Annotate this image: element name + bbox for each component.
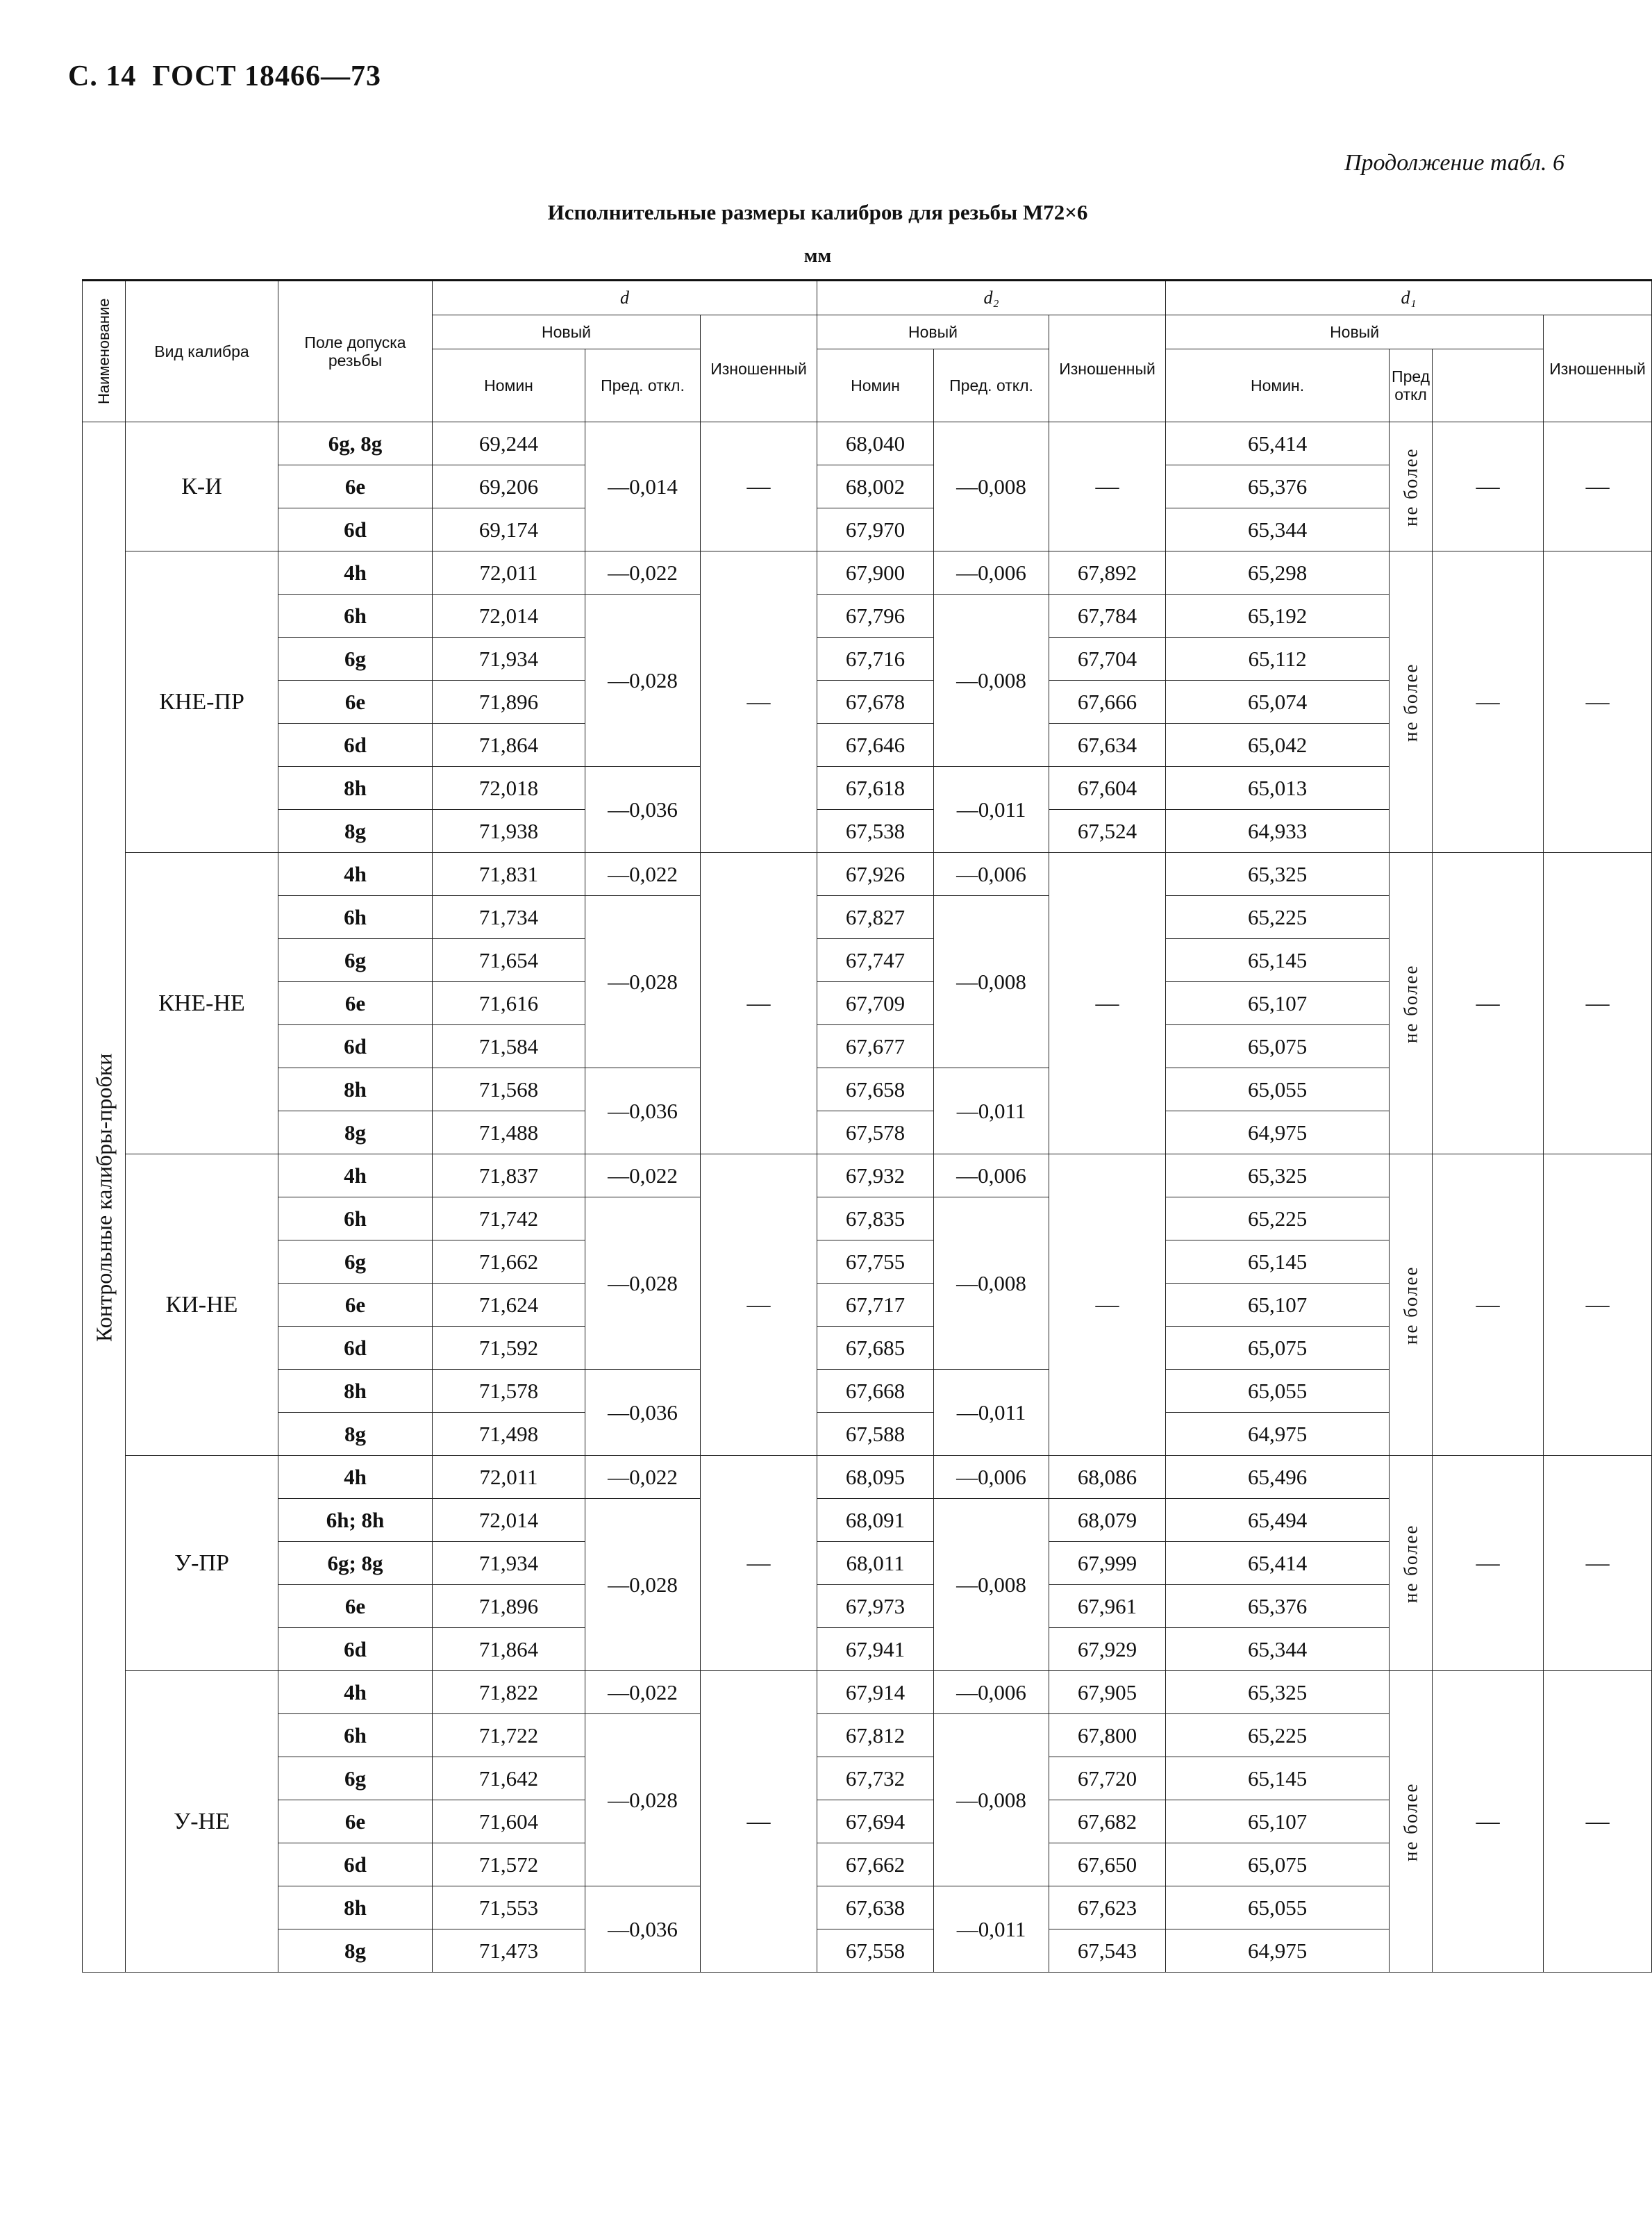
header-d-pred: Пред. откл.	[585, 349, 701, 422]
d2-worn: 67,650	[1049, 1843, 1166, 1886]
gauge-name: У-ПР	[126, 1456, 278, 1671]
tolerance-field: 6g	[278, 939, 433, 982]
d-nominal: 71,616	[433, 982, 585, 1025]
d1-deviation: —	[1433, 1671, 1544, 1973]
d1-nominal: 65,494	[1166, 1499, 1390, 1542]
header-d-worn: Изношенный	[701, 315, 817, 422]
d2-deviation: —0,008	[934, 422, 1049, 551]
d1-worn: —	[1544, 1456, 1652, 1671]
d2-deviation: —0,006	[934, 853, 1049, 896]
d-nominal: 69,206	[433, 465, 585, 508]
d1-nominal: 65,414	[1166, 422, 1390, 465]
tolerance-field: 8g	[278, 1929, 433, 1973]
d2-nominal: 67,812	[817, 1714, 934, 1757]
d2-worn: 67,784	[1049, 595, 1166, 638]
d2-deviation: —0,011	[934, 1886, 1049, 1973]
d2-nominal: 67,685	[817, 1327, 934, 1370]
tolerance-field: 6e	[278, 681, 433, 724]
d-nominal: 69,174	[433, 508, 585, 551]
tolerance-field: 6e	[278, 465, 433, 508]
d2-nominal: 67,941	[817, 1628, 934, 1671]
tolerance-field: 4h	[278, 853, 433, 896]
header-d1: d₁	[1166, 281, 1652, 315]
d1-nominal: 65,075	[1166, 1843, 1390, 1886]
tolerance-field: 6e	[278, 1800, 433, 1843]
d1-nominal: 64,975	[1166, 1111, 1390, 1154]
d1-nominal: 65,055	[1166, 1886, 1390, 1929]
d-nominal: 71,592	[433, 1327, 585, 1370]
tolerance-field: 6g	[278, 1757, 433, 1800]
header-d1-new: Новый	[1166, 315, 1544, 349]
d1-ne-bolee: не более	[1390, 1154, 1433, 1456]
d2-worn: —	[1049, 1154, 1166, 1456]
page-number: С. 14	[68, 60, 137, 92]
d-deviation: —0,036	[585, 767, 701, 853]
header-d2-new: Новый	[817, 315, 1049, 349]
d2-nominal: 67,638	[817, 1886, 934, 1929]
d2-worn: 67,929	[1049, 1628, 1166, 1671]
d2-deviation: —0,006	[934, 1154, 1049, 1197]
d-nominal: 71,822	[433, 1671, 585, 1714]
d-nominal: 72,011	[433, 551, 585, 595]
header-d-nomin: Номин	[433, 349, 585, 422]
header-pole: Поле допуска резьбы	[278, 281, 433, 422]
gauge-name: КНЕ-ПР	[126, 551, 278, 853]
d-nominal: 71,662	[433, 1240, 585, 1284]
d2-nominal: 68,011	[817, 1542, 934, 1585]
d-worn: —	[701, 551, 817, 853]
d-nominal: 71,654	[433, 939, 585, 982]
d2-worn: 67,720	[1049, 1757, 1166, 1800]
d2-nominal: 67,658	[817, 1068, 934, 1111]
d1-ne-bolee: не более	[1390, 1456, 1433, 1671]
d2-deviation: —0,011	[934, 1068, 1049, 1154]
standard-number: ГОСТ 18466—73	[152, 60, 382, 92]
d2-worn: 67,961	[1049, 1585, 1166, 1628]
d2-nominal: 67,578	[817, 1111, 934, 1154]
tolerance-field: 6d	[278, 1025, 433, 1068]
d-worn: —	[701, 422, 817, 551]
tolerance-field: 6h	[278, 1714, 433, 1757]
d-nominal: 71,864	[433, 1628, 585, 1671]
d2-worn: 68,086	[1049, 1456, 1166, 1499]
tolerance-field: 4h	[278, 1671, 433, 1714]
d2-nominal: 67,835	[817, 1197, 934, 1240]
gauge-name: КИ-НЕ	[126, 1154, 278, 1456]
d2-deviation: —0,006	[934, 551, 1049, 595]
d1-nominal: 65,496	[1166, 1456, 1390, 1499]
table-row	[83, 1154, 1652, 1197]
header-vid: Вид калибра	[126, 281, 278, 422]
d2-worn: 67,634	[1049, 724, 1166, 767]
d-deviation: —0,022	[585, 1154, 701, 1197]
tolerance-field: 8g	[278, 1111, 433, 1154]
d1-nominal: 65,414	[1166, 1542, 1390, 1585]
d1-nominal: 65,055	[1166, 1068, 1390, 1111]
d2-worn: —	[1049, 853, 1166, 1154]
tolerance-field: 6h; 8h	[278, 1499, 433, 1542]
d2-nominal: 68,040	[817, 422, 934, 465]
d1-deviation: —	[1433, 551, 1544, 853]
d-nominal: 71,624	[433, 1284, 585, 1327]
d1-deviation: —	[1433, 422, 1544, 551]
d2-nominal: 67,588	[817, 1413, 934, 1456]
d1-nominal: 65,075	[1166, 1025, 1390, 1068]
d2-worn: 67,892	[1049, 551, 1166, 595]
d2-worn: 67,604	[1049, 767, 1166, 810]
d2-nominal: 67,716	[817, 638, 934, 681]
d2-worn: 67,800	[1049, 1714, 1166, 1757]
d2-worn: 67,623	[1049, 1886, 1166, 1929]
d1-nominal: 65,225	[1166, 1197, 1390, 1240]
table-body	[83, 422, 1652, 1973]
header-d2: d₂	[817, 281, 1166, 315]
table-row	[83, 1671, 1652, 1714]
d-nominal: 71,498	[433, 1413, 585, 1456]
d1-nominal: 65,145	[1166, 1240, 1390, 1284]
header-d1-nomin: Номин.	[1166, 349, 1390, 422]
d2-nominal: 67,827	[817, 896, 934, 939]
d2-nominal: 67,558	[817, 1929, 934, 1973]
d2-nominal: 67,646	[817, 724, 934, 767]
d2-worn: 67,682	[1049, 1800, 1166, 1843]
category-label: Контрольные калибры-пробки	[83, 422, 126, 1973]
d1-nominal: 65,325	[1166, 853, 1390, 896]
tolerance-field: 6g, 8g	[278, 422, 433, 465]
d-deviation: —0,028	[585, 1714, 701, 1886]
d2-worn: —	[1049, 422, 1166, 551]
d2-nominal: 67,747	[817, 939, 934, 982]
tolerance-field: 6d	[278, 508, 433, 551]
d1-deviation: —	[1433, 1154, 1544, 1456]
tolerance-field: 6g; 8g	[278, 1542, 433, 1585]
gauge-dimensions-table	[82, 279, 1652, 1973]
d2-nominal: 67,662	[817, 1843, 934, 1886]
tolerance-field: 6e	[278, 1284, 433, 1327]
d2-deviation: —0,006	[934, 1671, 1049, 1714]
d-nominal: 72,011	[433, 1456, 585, 1499]
d-nominal: 72,018	[433, 767, 585, 810]
d2-nominal: 67,926	[817, 853, 934, 896]
d-deviation: —0,028	[585, 595, 701, 767]
d-nominal: 71,584	[433, 1025, 585, 1068]
tolerance-field: 6d	[278, 1327, 433, 1370]
d1-nominal: 65,376	[1166, 1585, 1390, 1628]
d-worn: —	[701, 853, 817, 1154]
d2-nominal: 67,668	[817, 1370, 934, 1413]
d2-deviation: —0,011	[934, 767, 1049, 853]
d-deviation: —0,028	[585, 1499, 701, 1671]
d-nominal: 71,864	[433, 724, 585, 767]
d2-deviation: —0,008	[934, 896, 1049, 1068]
tolerance-field: 8h	[278, 1068, 433, 1111]
d1-ne-bolee: не более	[1390, 551, 1433, 853]
d1-worn: —	[1544, 1671, 1652, 1973]
d2-nominal: 67,932	[817, 1154, 934, 1197]
d1-nominal: 65,075	[1166, 1327, 1390, 1370]
tolerance-field: 6g	[278, 638, 433, 681]
table-row	[83, 422, 1652, 465]
tolerance-field: 6d	[278, 724, 433, 767]
d2-worn: 67,905	[1049, 1671, 1166, 1714]
tolerance-field: 6d	[278, 1843, 433, 1886]
d2-deviation: —0,008	[934, 1714, 1049, 1886]
tolerance-field: 6h	[278, 595, 433, 638]
d1-worn: —	[1544, 1154, 1652, 1456]
d2-nominal: 67,973	[817, 1585, 934, 1628]
d1-nominal: 65,107	[1166, 982, 1390, 1025]
gauge-name: К-И	[126, 422, 278, 551]
header-d2-worn: Изношенный	[1049, 315, 1166, 422]
d-deviation: —0,028	[585, 1197, 701, 1370]
d1-nominal: 65,107	[1166, 1284, 1390, 1327]
d2-worn: 68,079	[1049, 1499, 1166, 1542]
d-nominal: 71,831	[433, 853, 585, 896]
tolerance-field: 8h	[278, 1886, 433, 1929]
d-deviation: —0,036	[585, 1068, 701, 1154]
d2-deviation: —0,008	[934, 1197, 1049, 1370]
d1-deviation: —	[1433, 853, 1544, 1154]
d2-nominal: 67,755	[817, 1240, 934, 1284]
d1-nominal: 65,325	[1166, 1671, 1390, 1714]
d1-nominal: 65,074	[1166, 681, 1390, 724]
tolerance-field: 6e	[278, 1585, 433, 1628]
d2-nominal: 67,694	[817, 1800, 934, 1843]
d-nominal: 71,572	[433, 1843, 585, 1886]
d2-nominal: 67,914	[817, 1671, 934, 1714]
d-deviation: —0,022	[585, 1671, 701, 1714]
d-deviation: —0,036	[585, 1886, 701, 1973]
d1-deviation: —	[1433, 1456, 1544, 1671]
table-unit: мм	[803, 244, 832, 267]
d1-ne-bolee: не более	[1390, 853, 1433, 1154]
d-nominal: 71,473	[433, 1929, 585, 1973]
d2-worn: 67,666	[1049, 681, 1166, 724]
d2-nominal: 67,970	[817, 508, 934, 551]
table-continuation-note: Продолжение табл. 6	[1344, 150, 1565, 176]
d-worn: —	[701, 1671, 817, 1973]
d-nominal: 72,014	[433, 1499, 585, 1542]
d-nominal: 71,604	[433, 1800, 585, 1843]
d-nominal: 71,896	[433, 681, 585, 724]
d2-deviation: —0,006	[934, 1456, 1049, 1499]
tolerance-field: 4h	[278, 551, 433, 595]
tolerance-field: 8g	[278, 810, 433, 853]
d2-nominal: 67,538	[817, 810, 934, 853]
d1-nominal: 65,192	[1166, 595, 1390, 638]
d1-nominal: 65,107	[1166, 1800, 1390, 1843]
d-nominal: 71,934	[433, 638, 585, 681]
tolerance-field: 6h	[278, 896, 433, 939]
d1-nominal: 65,225	[1166, 1714, 1390, 1757]
d-nominal: 71,934	[433, 1542, 585, 1585]
d2-worn: 67,543	[1049, 1929, 1166, 1973]
d-nominal: 71,578	[433, 1370, 585, 1413]
d1-nominal: 65,376	[1166, 465, 1390, 508]
d2-nominal: 67,900	[817, 551, 934, 595]
table-row	[83, 1456, 1652, 1499]
d-deviation: —0,036	[585, 1370, 701, 1456]
page-header	[68, 60, 381, 93]
d2-worn: 67,999	[1049, 1542, 1166, 1585]
tolerance-field: 6h	[278, 1197, 433, 1240]
d1-nominal: 65,225	[1166, 896, 1390, 939]
d-deviation: —0,022	[585, 551, 701, 595]
d1-nominal: 65,055	[1166, 1370, 1390, 1413]
d-deviation: —0,022	[585, 853, 701, 896]
table-row	[83, 853, 1652, 896]
header-d1-worn: Изношенный	[1544, 315, 1652, 422]
d-nominal: 71,568	[433, 1068, 585, 1111]
d-nominal: 71,553	[433, 1886, 585, 1929]
d1-worn: —	[1544, 853, 1652, 1154]
d1-nominal: 65,344	[1166, 508, 1390, 551]
d2-nominal: 67,618	[817, 767, 934, 810]
header-d2-nomin: Номин	[817, 349, 934, 422]
d1-ne-bolee: не более	[1390, 422, 1433, 551]
d-nominal: 71,488	[433, 1111, 585, 1154]
header-d-new: Новый	[433, 315, 701, 349]
table-row	[83, 551, 1652, 595]
d2-nominal: 67,709	[817, 982, 934, 1025]
tolerance-field: 8h	[278, 1370, 433, 1413]
d2-deviation: —0,008	[934, 1499, 1049, 1671]
d-nominal: 71,837	[433, 1154, 585, 1197]
d2-nominal: 67,796	[817, 595, 934, 638]
d1-nominal: 65,325	[1166, 1154, 1390, 1197]
d-deviation: —0,014	[585, 422, 701, 551]
d2-worn: 67,524	[1049, 810, 1166, 853]
d-nominal: 72,014	[433, 595, 585, 638]
d1-worn: —	[1544, 422, 1652, 551]
d-nominal: 71,742	[433, 1197, 585, 1240]
d-nominal: 71,938	[433, 810, 585, 853]
gauge-name: У-НЕ	[126, 1671, 278, 1973]
d2-deviation: —0,011	[934, 1370, 1049, 1456]
gauge-name: КНЕ-НЕ	[126, 853, 278, 1154]
d2-nominal: 67,717	[817, 1284, 934, 1327]
d1-nominal: 65,112	[1166, 638, 1390, 681]
d2-nominal: 67,732	[817, 1757, 934, 1800]
d1-nominal: 65,042	[1166, 724, 1390, 767]
tolerance-field: 8h	[278, 767, 433, 810]
d1-nominal: 65,145	[1166, 939, 1390, 982]
d1-nominal: 65,298	[1166, 551, 1390, 595]
d-nominal: 71,896	[433, 1585, 585, 1628]
d2-nominal: 67,677	[817, 1025, 934, 1068]
d-worn: —	[701, 1456, 817, 1671]
d2-nominal: 68,002	[817, 465, 934, 508]
d1-nominal: 65,145	[1166, 1757, 1390, 1800]
tolerance-field: 6e	[278, 982, 433, 1025]
header-naim: Наименование	[83, 281, 126, 422]
tolerance-field: 4h	[278, 1154, 433, 1197]
d1-nominal: 65,013	[1166, 767, 1390, 810]
tolerance-field: 4h	[278, 1456, 433, 1499]
d2-nominal: 68,095	[817, 1456, 934, 1499]
d-nominal: 69,244	[433, 422, 585, 465]
header-d2-pred: Пред. откл.	[934, 349, 1049, 422]
d-nominal: 71,734	[433, 896, 585, 939]
table-title: Исполнительные размеры калибров для резьбы М72×6	[547, 200, 1088, 224]
d1-ne-bolee: не более	[1390, 1671, 1433, 1973]
d1-nominal: 65,344	[1166, 1628, 1390, 1671]
tolerance-field: 8g	[278, 1413, 433, 1456]
d2-worn: 67,704	[1049, 638, 1166, 681]
tolerance-field: 6g	[278, 1240, 433, 1284]
d2-nominal: 68,091	[817, 1499, 934, 1542]
d-worn: —	[701, 1154, 817, 1456]
d-nominal: 71,642	[433, 1757, 585, 1800]
d-nominal: 71,722	[433, 1714, 585, 1757]
d1-worn: —	[1544, 551, 1652, 853]
d1-nominal: 64,975	[1166, 1413, 1390, 1456]
d-deviation: —0,028	[585, 896, 701, 1068]
d1-nominal: 64,975	[1166, 1929, 1390, 1973]
tolerance-field: 6d	[278, 1628, 433, 1671]
d2-nominal: 67,678	[817, 681, 934, 724]
d2-deviation: —0,008	[934, 595, 1049, 767]
d1-nominal: 64,933	[1166, 810, 1390, 853]
header-d: d	[433, 281, 817, 315]
d-deviation: —0,022	[585, 1456, 701, 1499]
header-d1-pred: Пред откл	[1390, 349, 1433, 422]
